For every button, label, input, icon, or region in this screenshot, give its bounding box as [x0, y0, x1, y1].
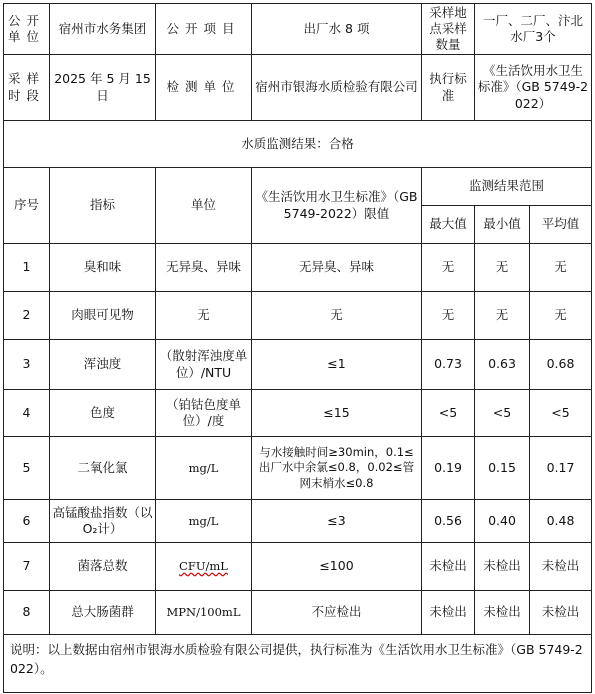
- row-no: 5: [4, 437, 50, 500]
- row-avg: 0.48: [530, 500, 592, 543]
- table-row: [4, 500, 592, 543]
- col-header-range: 监测结果范围: [422, 168, 592, 206]
- row-min: 未检出: [475, 591, 530, 635]
- lab-value: 宿州市银海水质检验有限公司: [252, 55, 422, 121]
- table-row: [4, 591, 592, 635]
- row-avg: 0.17: [530, 437, 592, 500]
- row-avg: 无: [530, 292, 592, 340]
- row-min: 0.63: [475, 340, 530, 390]
- sample-points-label: 采样地点采样数量: [422, 4, 475, 55]
- note-text: 说明：以上数据由宿州市银海水质检验有限公司提供，执行标准为《生活饮用水卫生标准》（GB 5749-2022）。: [4, 635, 592, 693]
- row-unit: [156, 543, 252, 591]
- row-no: 4: [4, 390, 50, 437]
- table-row: [4, 340, 592, 390]
- row-max: 无: [422, 244, 475, 292]
- info-row-1: [4, 4, 592, 55]
- standard-value: 《生活饮用水卫生标准》（GB 5749-2022）: [475, 55, 592, 121]
- row-max: <5: [422, 390, 475, 437]
- table-row: [4, 543, 592, 591]
- row-max: 0.73: [422, 340, 475, 390]
- row-avg: 0.68: [530, 340, 592, 390]
- row-avg: 无: [530, 244, 592, 292]
- row-limit: ≤1: [252, 340, 422, 390]
- row-max: 0.19: [422, 437, 475, 500]
- row-limit: 不应检出: [252, 591, 422, 635]
- standard-label: 执行标准: [422, 55, 475, 121]
- row-indicator: 菌落总数: [50, 543, 156, 591]
- table-row: [4, 437, 592, 500]
- col-header-limit: 《生活饮用水卫生标准》（GB 5749-2022）限值: [252, 168, 422, 244]
- row-max: 0.56: [422, 500, 475, 543]
- item-value: 出厂水 8 项: [252, 4, 422, 55]
- row-indicator: 二氧化氯: [50, 437, 156, 500]
- org-value: 宿州市水务集团: [50, 4, 156, 55]
- row-indicator: 色度: [50, 390, 156, 437]
- sample-points-value: 一厂、二厂、汴北水厂3个: [475, 4, 592, 55]
- table-row: [4, 390, 592, 437]
- water-quality-table: [3, 3, 592, 693]
- row-limit: ≤15: [252, 390, 422, 437]
- row-indicator: 高锰酸盐指数（以O₂计）: [50, 500, 156, 543]
- row-indicator: 肉眼可见物: [50, 292, 156, 340]
- col-header-no: 序号: [4, 168, 50, 244]
- col-header-avg: 平均值: [530, 206, 592, 244]
- row-max: 无: [422, 292, 475, 340]
- item-label: 公开项目: [156, 4, 252, 55]
- row-unit-text: CFU/mL: [179, 559, 228, 574]
- row-min: 未检出: [475, 543, 530, 591]
- row-min: 无: [475, 244, 530, 292]
- row-unit: （铂钴色度单位）/度: [156, 390, 252, 437]
- period-label: 采样时段: [4, 55, 50, 121]
- org-label: 公开单位: [4, 4, 50, 55]
- row-indicator: 总大肠菌群: [50, 591, 156, 635]
- row-unit: mg/L: [156, 437, 252, 500]
- row-min: 0.15: [475, 437, 530, 500]
- lab-label: 检测单位: [156, 55, 252, 121]
- col-header-min: 最小值: [475, 206, 530, 244]
- row-max: 未检出: [422, 543, 475, 591]
- row-limit: ≤100: [252, 543, 422, 591]
- info-row-2: [4, 55, 592, 121]
- row-unit: （散射浑浊度单位）/NTU: [156, 340, 252, 390]
- row-unit: 无: [156, 292, 252, 340]
- row-unit: mg/L: [156, 500, 252, 543]
- row-min: 0.40: [475, 500, 530, 543]
- row-avg: 未检出: [530, 591, 592, 635]
- table-row: [4, 244, 592, 292]
- note-row: [4, 635, 592, 693]
- row-min: 无: [475, 292, 530, 340]
- row-limit: 无: [252, 292, 422, 340]
- row-avg: 未检出: [530, 543, 592, 591]
- table-row: [4, 292, 592, 340]
- row-limit: 与水接触时间≥30min，0.1≤出厂水中余氯≤0.8，0.02≤管网末梢水≤0.8: [252, 437, 422, 500]
- row-indicator: 臭和味: [50, 244, 156, 292]
- col-header-unit: 单位: [156, 168, 252, 244]
- row-unit: 无异臭、异味: [156, 244, 252, 292]
- row-no: 3: [4, 340, 50, 390]
- row-no: 6: [4, 500, 50, 543]
- row-no: 2: [4, 292, 50, 340]
- row-no: 7: [4, 543, 50, 591]
- period-value: 2025 年 5 月 15 日: [50, 55, 156, 121]
- row-limit: ≤3: [252, 500, 422, 543]
- result-row: [4, 121, 592, 168]
- water-quality-report: [3, 3, 593, 687]
- result-line: 水质监测结果：合格: [4, 121, 592, 168]
- row-min: <5: [475, 390, 530, 437]
- row-avg: <5: [530, 390, 592, 437]
- row-no: 1: [4, 244, 50, 292]
- col-header-indicator: 指标: [50, 168, 156, 244]
- column-header-row-1: [4, 168, 592, 206]
- row-max: 未检出: [422, 591, 475, 635]
- row-unit: MPN/100mL: [156, 591, 252, 635]
- row-limit: 无异臭、异味: [252, 244, 422, 292]
- row-indicator: 浑浊度: [50, 340, 156, 390]
- col-header-max: 最大值: [422, 206, 475, 244]
- row-no: 8: [4, 591, 50, 635]
